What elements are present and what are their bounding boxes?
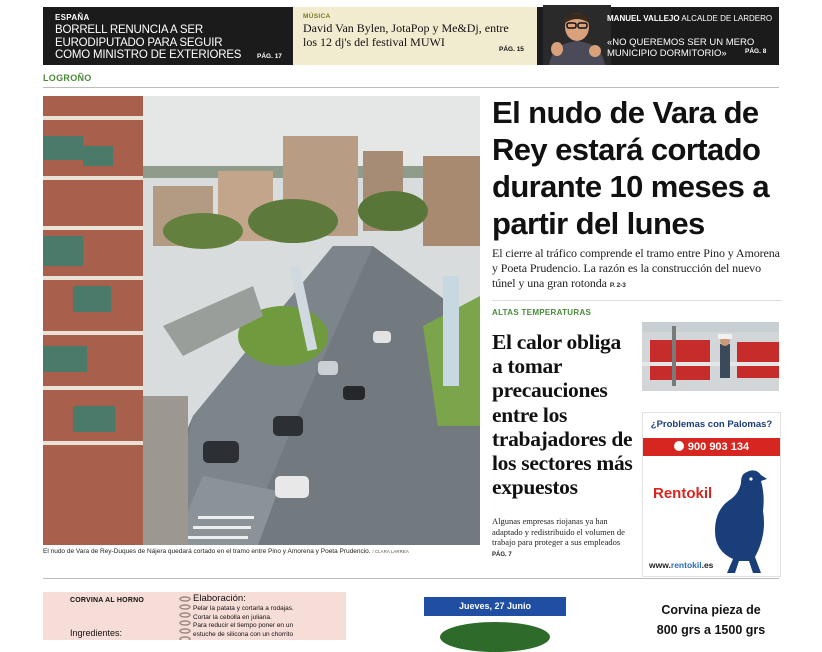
date-badge: Jueves, 27 Junio [424, 597, 566, 616]
photo-caption [43, 548, 480, 555]
recipe-ingredients: Ingredientes: [70, 628, 123, 638]
teaser-espana[interactable] [43, 7, 291, 65]
secondary-body [492, 516, 632, 560]
divider [492, 300, 782, 301]
main-lead [492, 246, 782, 293]
url-prefix: www. [649, 560, 671, 570]
recipe-step: Pelar la patata y cortarla a rodajas. [193, 605, 294, 612]
rentokil-ad[interactable] [642, 412, 781, 577]
interviewee-name [607, 14, 772, 23]
recipe-step: estuche de silicona con un chorrito [193, 630, 294, 638]
secondary-body-text: Algunas empresas riojanas ya han adaptado y redistribuido el volumen de trabajo para proteger a sus empleados [492, 516, 625, 547]
lead-text: El cierre al tráfico comprende el tramo entre Pino y Amorena y Poeta Prudencio. La razón es la construcción del nuevo túnel y una gran rotonda [492, 246, 780, 290]
teaser-headline: David Van Bylen, JotaPop y Me&Dj, entre los 12 dj's del festival MUWI [303, 21, 509, 49]
binder-rings-icon [179, 594, 191, 640]
interviewee-role: ALCALDE DE LARDERO [681, 14, 773, 23]
ad-question: ¿Problemas con Palomas? [650, 419, 773, 430]
workers-image [642, 322, 779, 391]
teaser-page: PÁG. 17 [257, 53, 282, 60]
ad-brand: Rentokil [653, 485, 713, 502]
teaser-section: MÚSICA [303, 13, 331, 20]
caption-text: El nudo de Vara de Rey-Duques de Nájera quedará cortado en el tramo entre Pino y Amorena y Poeta Prudencio. [43, 548, 371, 555]
photo-credit: / CLARA LARREA [372, 549, 409, 554]
divider [43, 578, 779, 579]
ad-url[interactable] [649, 560, 713, 570]
lead-page-ref: P. 2-3 [609, 282, 626, 289]
main-photo[interactable] [43, 96, 480, 545]
pigeon-icon [705, 465, 781, 575]
recipe-card[interactable] [43, 592, 346, 640]
recipe-step: Para reducir el tiempo poner en un [193, 622, 294, 629]
teaser-interview[interactable] [539, 7, 779, 65]
top-bar [43, 7, 779, 65]
teaser-headline: «NO QUEREMOS SER UN MERO MUNICIPIO DORMITORIO» [607, 37, 755, 59]
street-scene-image [43, 96, 480, 545]
offer-line: 800 grs a 1500 grs [656, 623, 766, 637]
divider [43, 87, 779, 88]
phone-icon [674, 441, 684, 451]
secondary-kicker: ALTAS TEMPERATURAS [492, 308, 592, 317]
recipe-title: CORVINA AL HORNO [70, 597, 144, 604]
teaser-page: PÁG. 15 [499, 46, 524, 53]
teaser-page: PÁG. 8 [745, 48, 767, 55]
section-label: LOGROÑO [43, 73, 92, 83]
teaser-musica[interactable] [293, 7, 537, 65]
offer-line: Corvina pieza de [661, 603, 761, 617]
main-headline[interactable]: El nudo de Vara de Rey estará cortado durante 10 meses a partir del lunes [492, 95, 769, 241]
workers-photo[interactable] [642, 322, 779, 391]
ad-phone-number: 900 903 134 [687, 441, 750, 453]
offer-text [640, 600, 782, 640]
ad-phone[interactable] [643, 438, 780, 456]
teaser-section: ESPAÑA [55, 13, 90, 22]
fish-promo-image [440, 622, 550, 652]
secondary-headline[interactable]: El calor obliga a tomar precauciones entre los trabajadores de los sectores más expuestos [492, 330, 633, 500]
url-suffix: .es [701, 560, 714, 570]
recipe-elaboration: Elaboración: [193, 593, 246, 604]
teaser-headline: BORRELL RENUNCIA A SER EURODIPUTADO PARA SEGUIR COMO MINISTRO DE EXTERIORES [55, 24, 242, 61]
recipe-step: Cortar la cebolla en juliana. [193, 613, 272, 621]
url-brand: rentokil [670, 560, 702, 570]
interviewee-name-text: MANUEL VALLEJO [607, 14, 680, 23]
interviewee-photo [543, 5, 611, 65]
secondary-page-ref: PÁG. 7 [492, 551, 512, 558]
